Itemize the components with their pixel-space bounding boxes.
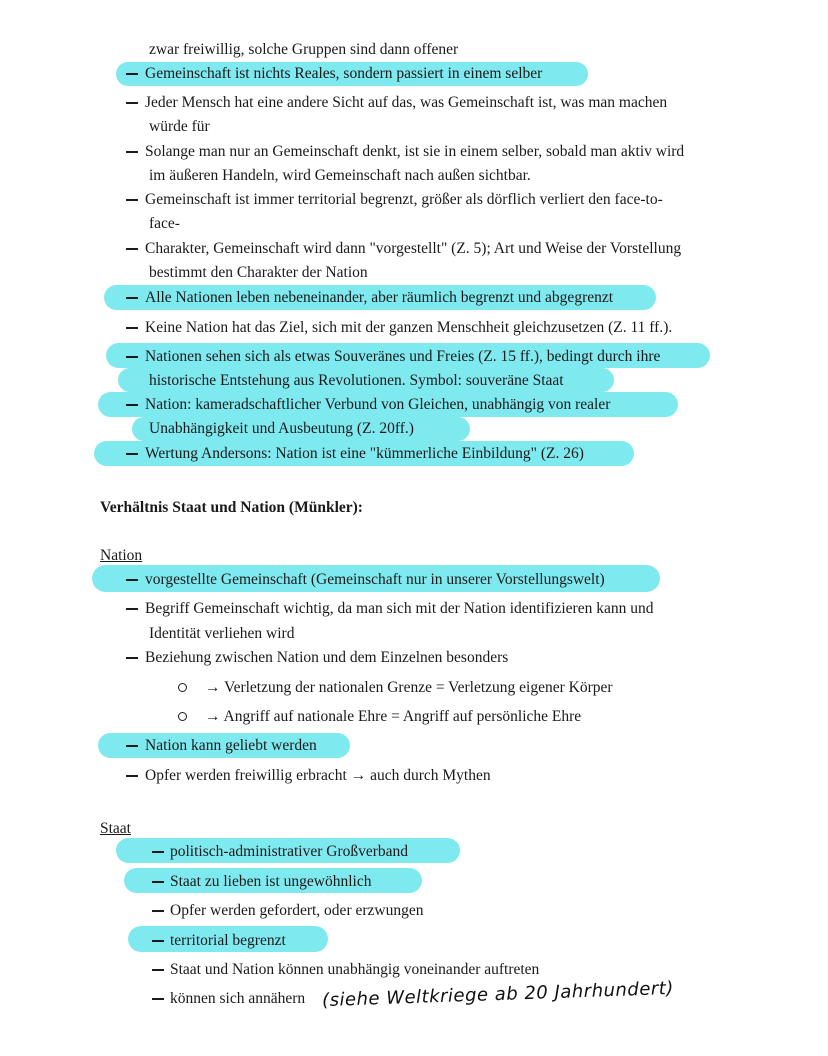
text-line: face- [149,215,180,232]
bullet-dash [152,851,164,853]
bullet-dash [126,248,138,250]
text-line: im äußeren Handeln, wird Gemeinschaft nach außen sichtbar. [149,167,531,184]
text-line: → Angriff auf nationale Ehre = Angriff auf persönliche Ehre [205,708,582,725]
text-line: Staat zu lieben ist ungewöhnlich [170,873,372,890]
text-line: können sich annähern [170,990,306,1007]
bullet-dash [126,579,138,581]
bullet-dash [152,940,164,942]
text-line: Opfer werden gefordert, oder erzwungen [170,902,424,919]
handwritten-note: (siehe Weltkriege ab 20 Jahrhundert) [321,977,675,1012]
bullet-dash [126,745,138,747]
bullet-dash [152,881,164,883]
bullet-dash [126,199,138,201]
text-line: → Verletzung der nationalen Grenze = Verletzung eigener Körper [205,679,613,696]
section-heading: Verhältnis Staat und Nation (Münkler): [100,499,363,516]
bullet-dash [126,102,138,104]
nation-heading: Nation [100,547,143,564]
text-line: Begriff Gemeinschaft wichtig, da man sich mit der Nation identifizieren kann und [145,600,654,617]
bullet-dash [126,73,138,75]
text-line: Identität verliehen wird [149,625,295,642]
bullet-dash [126,297,138,299]
text-line: zwar freiwillig, solche Gruppen sind dann offener [149,41,459,58]
text-line: Staat und Nation können unabhängig voneinander auftreten [170,961,540,978]
text-line: Opfer werden freiwillig erbracht → auch durch Mythen [145,767,491,784]
staat-heading: Staat [100,820,131,837]
text-line: bestimmt den Charakter der Nation [149,264,368,281]
bullet-dash [126,151,138,153]
bullet-circle [178,712,187,721]
bullet-dash [126,775,138,777]
text-line: historische Entstehung aus Revolutionen. Symbol: souveräne Staat [149,372,564,389]
text-line: politisch-administrativer Großverband [170,843,409,860]
text-line: Jeder Mensch hat eine andere Sicht auf das, was Gemeinschaft ist, was man machen [145,94,668,111]
bullet-dash [126,608,138,610]
text-line: Keine Nation hat das Ziel, sich mit der ganzen Menschheit gleichzusetzen (Z. 11 ff.). [145,319,673,336]
bullet-dash [152,998,164,1000]
text-line: Charakter, Gemeinschaft wird dann "vorgestellt" (Z. 5); Art und Weise der Vorstellung [145,240,682,257]
text-line: vorgestellte Gemeinschaft (Gemeinschaft nur in unserer Vorstellungswelt) [145,571,605,588]
text-line: Wertung Andersons: Nation ist eine "kümmerliche Einbildung" (Z. 26) [145,445,584,462]
bullet-dash [152,910,164,912]
text-line: Gemeinschaft ist nichts Reales, sondern passiert in einem selber [145,65,543,82]
text-line: Alle Nationen leben nebeneinander, aber räumlich begrenzt und abgegrenzt [145,289,614,306]
text-line: Nation kann geliebt werden [145,737,317,754]
text-line: Solange man nur an Gemeinschaft denkt, ist sie in einem selber, sobald man aktiv wird [145,143,685,160]
text-line: Gemeinschaft ist immer territorial begrenzt, größer als dörflich verliert den face-to- [145,191,663,208]
text-line: territorial begrenzt [170,932,286,949]
text-line: würde für [149,118,210,135]
bullet-dash [126,327,138,329]
bullet-circle [178,683,187,692]
text-line: Nationen sehen sich als etwas Souveränes und Freies (Z. 15 ff.), bedingt durch ihre [145,348,661,365]
text-line: Unabhängigkeit und Ausbeutung (Z. 20ff.) [149,420,414,437]
bullet-dash [152,969,164,971]
text-line: Nation: kameradschaftlicher Verbund von Gleichen, unabhängig von realer [145,396,611,413]
bullet-dash [126,404,138,406]
bullet-dash [126,657,138,659]
bullet-dash [126,453,138,455]
bullet-dash [126,356,138,358]
text-line: Beziehung zwischen Nation und dem Einzelnen besonders [145,649,509,666]
